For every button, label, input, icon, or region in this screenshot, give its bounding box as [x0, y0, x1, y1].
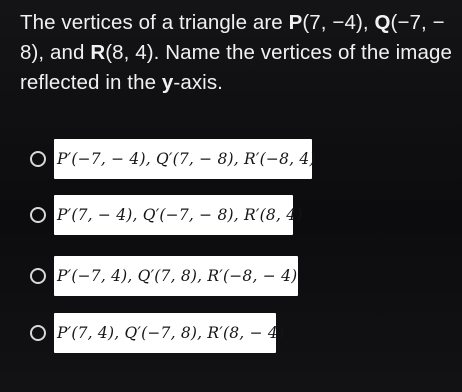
answer-box[interactable] — [54, 313, 285, 353]
vertex-p-coords: (7, −4), — [302, 11, 375, 34]
radio-button-icon[interactable] — [30, 151, 46, 167]
answer-label: P′(−7, − 4), Q′(7, − 8), R′(−8, 4) — [57, 150, 316, 168]
question-line3-start: reflected in the — [20, 71, 162, 94]
radio-button-icon[interactable] — [30, 325, 46, 341]
answer-option-4[interactable] — [30, 313, 285, 353]
vertex-q-label: Q — [374, 11, 391, 34]
vertex-r-label: R — [90, 41, 106, 64]
answer-box[interactable] — [54, 195, 303, 235]
answer-label: P′(7, 4), Q′(−7, 8), R′(8, − 4) — [57, 324, 285, 342]
answer-label: P′(−7, 4), Q′(7, 8), R′(−8, − 4) — [57, 267, 298, 285]
answer-option-3[interactable] — [30, 256, 298, 296]
vertex-p-label: P — [288, 11, 303, 34]
question-text — [20, 8, 456, 98]
question-line2-start: 8), and — [20, 41, 91, 64]
vertex-q-coords: (−7, − — [390, 11, 445, 34]
answer-option-1[interactable] — [30, 139, 316, 179]
question-line3-end: -axis. — [173, 71, 223, 94]
answer-box[interactable] — [54, 139, 316, 179]
radio-button-icon[interactable] — [30, 268, 46, 284]
answer-box[interactable] — [54, 256, 298, 296]
radio-button-icon[interactable] — [30, 207, 46, 223]
answer-label: P′(7, − 4), Q′(−7, − 8), R′(8, 4) — [57, 206, 303, 224]
question-prefix: The vertices of a triangle are — [20, 11, 289, 34]
vertex-r-coords: (8, 4). Name the vertices of the image — [105, 41, 452, 64]
axis-label: y — [161, 71, 174, 94]
answer-option-2[interactable] — [30, 195, 303, 235]
